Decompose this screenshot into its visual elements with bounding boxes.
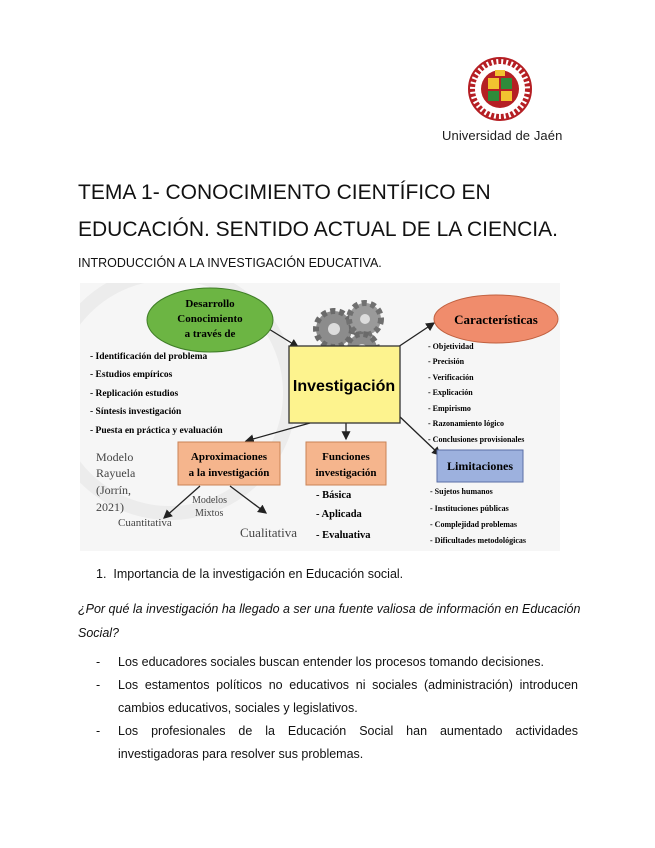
bullet-dash: - xyxy=(96,724,101,738)
caracteristicas-item: - Explicación xyxy=(428,388,473,397)
limitaciones-item: - Sujetos humanos xyxy=(430,487,493,496)
limitaciones-item: - Complejidad problemas xyxy=(430,520,517,529)
list-item-text: Los educadores sociales buscan entender los procesos tomando decisiones. xyxy=(118,655,544,669)
desarrollo-item: - Puesta en práctica y evaluación xyxy=(90,426,223,436)
desarrollo-item: - Síntesis investigación xyxy=(90,407,182,417)
limitaciones-item: - Dificultades metodológicas xyxy=(430,536,526,545)
aproximaciones-line-2: a la investigación xyxy=(188,467,270,479)
caracteristicas-item: - Objetividad xyxy=(428,342,474,351)
question-text: ¿Por qué la investigación ha llegado a ser una fuente valiosa de información en Educación Social? xyxy=(78,602,581,640)
list-item-text: Los estamentos políticos no educativos ni sociales (administración) introducen cambios educativos, sociales y legislativos. xyxy=(118,678,578,715)
page-title: TEMA 1- CONOCIMIENTO CIENTÍFICO EN EDUCACIÓN. SENTIDO ACTUAL DE LA CIENCIA. xyxy=(78,181,558,241)
research-concept-map xyxy=(80,283,560,551)
cuantitativa-label: Cuantitativa xyxy=(118,517,172,529)
mixtos-line: Modelos xyxy=(192,495,227,506)
section-subtitle: INTRODUCCIÓN A LA INVESTIGACIÓN EDUCATIVA. xyxy=(78,256,382,270)
desarrollo-line-2: Conocimiento xyxy=(177,313,243,325)
university-logo xyxy=(442,56,562,146)
caracteristicas-item: - Razonamiento lógico xyxy=(428,419,504,428)
bullet-dash: - xyxy=(96,655,101,669)
rayuela-line: (Jorrín, xyxy=(96,483,131,497)
university-name: Universidad de Jaén xyxy=(442,128,563,143)
investigacion-label: Investigación xyxy=(292,378,396,395)
funciones-item: - Básica xyxy=(316,490,352,501)
rayuela-line: 2021) xyxy=(96,500,124,514)
item-text: Importancia de la investigación en Educación social. xyxy=(113,567,404,581)
cualitativa-label: Cualitativa xyxy=(240,525,298,540)
bullet-dash: - xyxy=(96,678,101,692)
funciones-item: - Evaluativa xyxy=(316,530,371,541)
list-item xyxy=(78,674,578,720)
funciones-line-2: investigación xyxy=(315,467,377,479)
rayuela-line: Modelo xyxy=(96,450,134,464)
caracteristicas-item: - Conclusiones provisionales xyxy=(428,435,525,444)
desarrollo-line-3: a través de xyxy=(184,328,236,340)
list-item-text: Los profesionales de la Educación Social han aumentado actividades investigadoras para resolver sus problemas. xyxy=(118,724,578,761)
university-seal-icon xyxy=(464,56,536,122)
item-number: 1. xyxy=(96,567,107,581)
caracteristicas-title: Características xyxy=(454,312,538,327)
mixtos-line: Mixtos xyxy=(195,508,224,519)
list-item xyxy=(78,651,578,674)
funciones-line-1: Funciones xyxy=(322,451,370,463)
caracteristicas-item: - Empirismo xyxy=(428,404,471,413)
caracteristicas-item: - Precisión xyxy=(428,357,465,366)
bullet-list xyxy=(78,651,578,766)
funciones-item: - Aplicada xyxy=(316,509,362,520)
aproximaciones-line-1: Aproximaciones xyxy=(190,451,268,463)
caracteristicas-item: - Verificación xyxy=(428,373,474,382)
desarrollo-item: - Identificación del problema xyxy=(90,352,208,362)
rayuela-line: Rayuela xyxy=(96,466,136,480)
list-item xyxy=(78,720,578,766)
desarrollo-line-1: Desarrollo xyxy=(185,298,235,310)
numbered-item xyxy=(96,562,403,586)
limitaciones-item: - Instituciones públicas xyxy=(430,504,509,513)
desarrollo-item: - Replicación estudios xyxy=(90,389,179,399)
limitaciones-title: Limitaciones xyxy=(447,459,513,473)
desarrollo-item: - Estudios empíricos xyxy=(90,370,173,380)
